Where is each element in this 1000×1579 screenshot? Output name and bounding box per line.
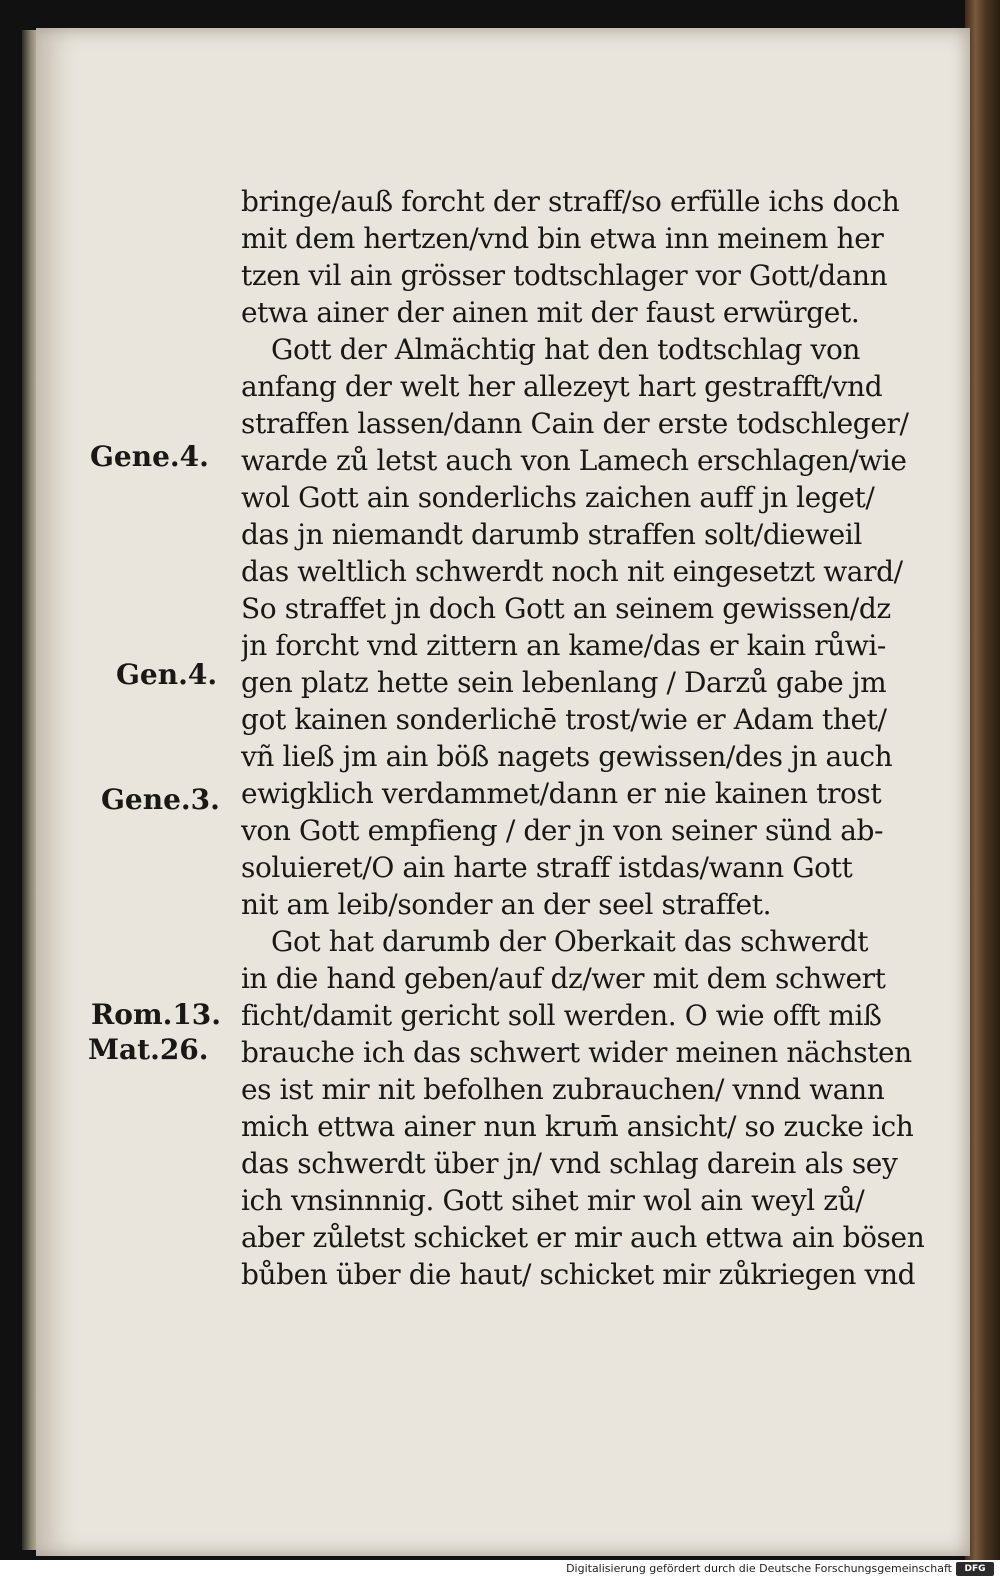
marginal-note-mat-26: Mat.26. (88, 1033, 209, 1066)
marginal-note-gene-3: Gene.3. (101, 783, 220, 816)
dfg-logo: DFG (956, 1562, 994, 1576)
text-line: Gott der Almächtig hat den todtschlag von (271, 333, 861, 366)
marginal-note-gen-4: Gen.4. (116, 658, 218, 691)
main-text (241, 183, 941, 1293)
text-line: das schwerdt über jn/ vnd schlag darein als sey (241, 1147, 898, 1180)
text-line: mit dem hertzen/vnd bin etwa inn meinem her (241, 222, 884, 255)
text-line: gen platz hette sein lebenlang / Darzů gabe jm (241, 666, 887, 699)
book-spine (965, 0, 1000, 1560)
text-line: ficht/damit gericht soll werden. O wie offt miß (241, 999, 882, 1032)
text-line: anfang der welt her allezeyt hart gestrafft/vnd (241, 370, 883, 403)
text-line: warde zů letst auch von Lamech erschlagen/wie (241, 444, 907, 477)
text-line: soluieret/O ain harte straff istdas/wann Gott (241, 851, 853, 884)
text-line: bringe/auß forcht der straff/so erfülle ichs doch (241, 185, 900, 218)
text-line: das weltlich schwerdt noch nit eingesetzt ward/ (241, 555, 903, 588)
text-line: von Gott empfieng / der jn von seiner sünd ab- (241, 814, 884, 847)
text-line: vñ ließ jm ain böß nagets gewissen/des jn auch (241, 740, 893, 773)
text-line: wol Gott ain sonderlichs zaichen auff jn leget/ (241, 481, 875, 514)
text-line: brauche ich das schwert wider meinen nächsten (241, 1036, 912, 1069)
text-line: tzen vil ain grösser todtschlager vor Gott/dann (241, 259, 888, 292)
text-line: got kainen sonderlichē trost/wie er Adam thet/ (241, 703, 887, 736)
text-line: ich vnsinnnig. Gott sihet mir wol ain weyl zů/ (241, 1184, 865, 1217)
book-page (36, 28, 970, 1556)
text-line: das jn niemandt darumb straffen solt/dieweil (241, 518, 862, 551)
marginal-note-rom-13: Rom.13. (91, 998, 222, 1031)
text-line: mich ettwa ainer nun krum̄ ansicht/ so zucke ich (241, 1110, 914, 1143)
text-line: ewigklich verdammet/dann er nie kainen trost (241, 777, 882, 810)
marginal-note-gene-4: Gene.4. (90, 440, 209, 473)
text-line: Got hat darumb der Oberkait das schwerdt (271, 925, 869, 958)
funding-credit: Digitalisierung gefördert durch die Deutsche Forschungsgemeinschaft (566, 1562, 952, 1575)
text-line: in die hand geben/auf dz/wer mit dem schwert (241, 962, 886, 995)
text-line: aber zůletst schicket er mir auch ettwa ain bösen (241, 1221, 925, 1254)
text-line: straffen lassen/dann Cain der erste todschleger/ (241, 407, 909, 440)
footer-bar (0, 1560, 1000, 1579)
text-line: So straffet jn doch Gott an seinem gewissen/dz (241, 592, 891, 625)
text-line: es ist mir nit befolhen zubrauchen/ vnnd wann (241, 1073, 885, 1106)
text-line: bůben über die haut/ schicket mir zůkriegen vnd (241, 1258, 916, 1291)
text-line: nit am leib/sonder an der seel straffet. (241, 888, 772, 921)
text-line: etwa ainer der ainen mit der faust erwürget. (241, 296, 860, 329)
text-line: jn forcht vnd zittern an kame/das er kain růwi- (241, 629, 886, 662)
